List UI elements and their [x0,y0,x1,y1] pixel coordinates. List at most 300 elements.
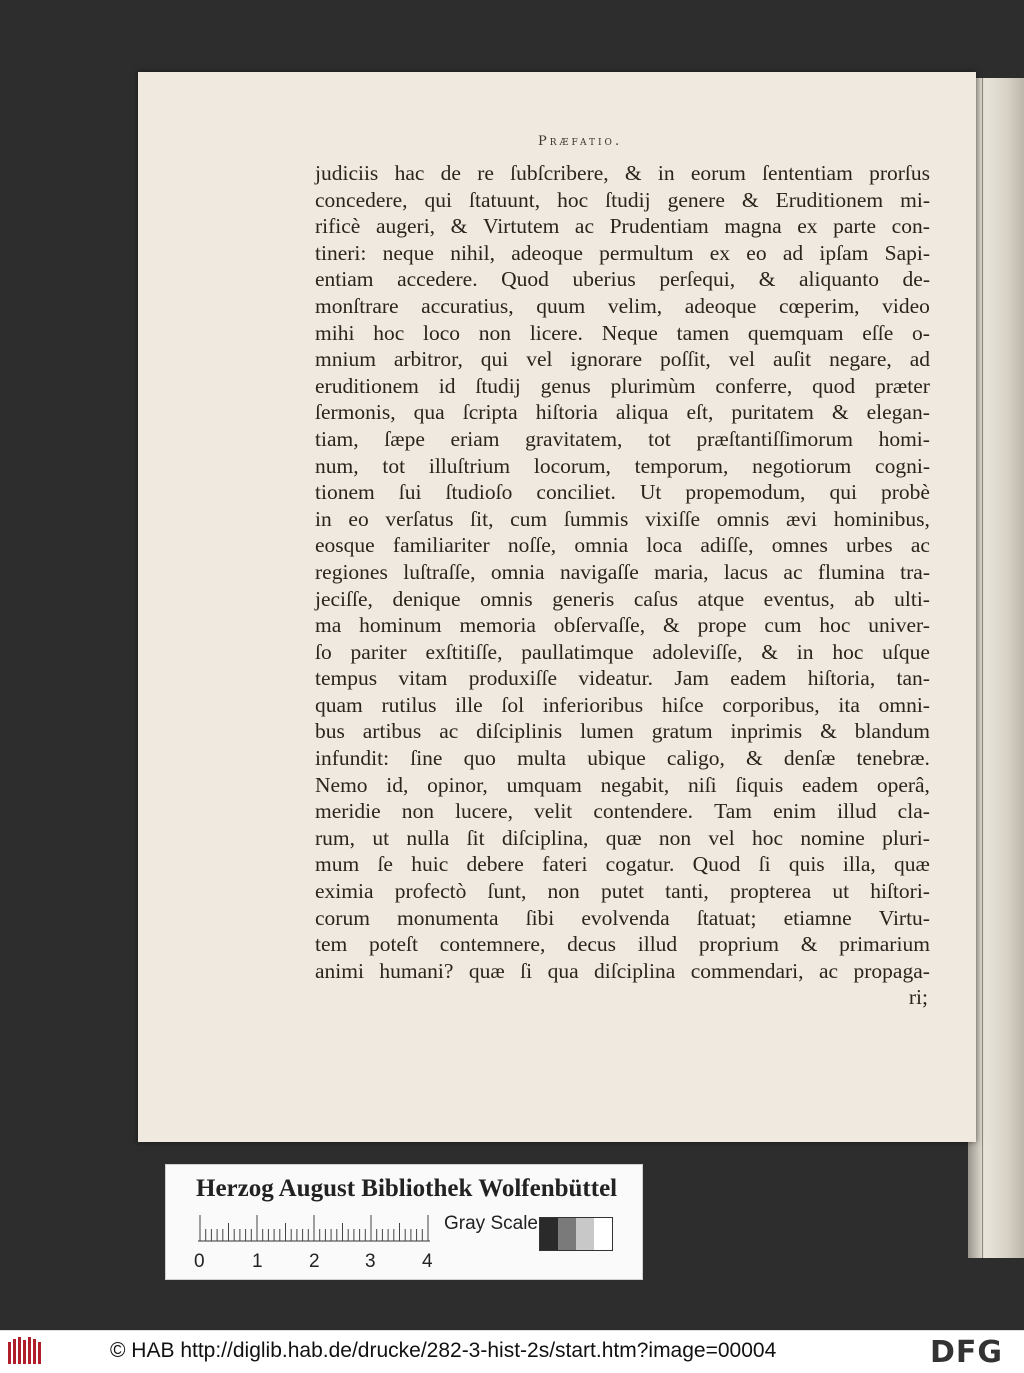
word: hac [394,161,425,185]
word: tamen [676,320,730,345]
word: loco [423,320,461,345]
word: auſit [772,347,812,372]
word: id, [386,772,409,797]
word: denique [392,586,461,611]
word: inprimis [730,719,803,744]
word: illud [637,932,678,957]
word: genus [540,373,591,398]
word: ut [372,825,390,850]
word: non [658,825,692,850]
word: ſi [758,852,771,877]
word: Jam [674,666,709,691]
word: operâ, [876,772,930,797]
word: eadem [801,772,859,797]
word: omnia [574,533,629,558]
word: qui [424,187,452,212]
word: ac [439,719,459,744]
word: denſæ [783,746,836,771]
text-line [315,931,930,958]
word: arbitror, [393,347,463,372]
text-line [315,399,930,426]
word: tem [315,932,348,957]
word: ſtudij [475,373,521,398]
word: omnis [480,586,533,611]
word: fateri [542,852,588,877]
word: hiſtoria [535,400,598,425]
word: illa, [842,852,876,877]
text-line [315,639,930,666]
word: negotiorum [752,453,852,478]
word: eadem [730,666,787,691]
word: caſus [633,586,679,611]
gray-swatch [540,1218,558,1250]
word: cogatur. [605,852,675,877]
text-line [315,320,930,347]
word: prorſus [869,161,930,185]
word: augeri, [375,214,436,239]
word: adeoque [684,293,757,318]
word: ſummis [563,506,629,531]
color-bar-card [165,1164,643,1280]
ruler-number: 2 [309,1251,320,1272]
word: & [624,161,642,185]
word: regiones [315,559,388,584]
word: quæ [894,852,930,877]
word: quo [463,746,496,771]
word: eo [746,240,767,265]
word: in [657,161,675,185]
text-line [315,293,930,320]
word: eſt, [686,400,714,425]
word: aliquanto [798,267,879,292]
text-line [315,798,930,825]
word: hominibus, [833,506,930,531]
word: tempus [315,666,378,691]
word: con- [891,214,930,239]
word: eriam [450,426,500,451]
word: corum [315,905,370,930]
text-line [315,586,930,613]
word: inferioribus [542,692,644,717]
word: & [662,613,680,638]
word: univer- [868,613,930,638]
word: hiſtori- [870,879,930,904]
word: eo [348,506,369,531]
word: caligo, [666,746,725,771]
word: infundit: [315,746,390,771]
word: monſtrare [315,293,399,318]
word: meridie [315,799,381,824]
word: vitam [398,666,448,691]
dfg-logo: DFG [930,1335,1004,1370]
word: cla- [897,799,930,824]
word: quam [315,692,363,717]
word: & [831,400,849,425]
word: negabit, [600,772,670,797]
word: permultum [599,240,694,265]
word: tiam, [315,426,359,451]
word: videatur. [578,666,654,691]
text-line [315,878,930,905]
text-line [315,718,930,745]
ruler-number: 1 [252,1251,263,1272]
word: velim, [607,293,663,318]
word: animi [315,958,364,983]
text-block [315,160,930,1010]
word: Quod [501,267,549,292]
word: ſermonis, [315,400,396,425]
text-line [315,426,930,453]
word: hoc [752,825,784,850]
word: propterea [729,879,812,904]
word: ſit [466,825,485,850]
word: hoc [373,320,405,345]
word: hoc [819,613,851,638]
word: mum [315,852,360,877]
word: & [800,932,818,957]
ruler-number: 0 [194,1251,205,1272]
word: flumina [817,559,885,584]
word: eſſe [862,320,894,345]
word: re [477,161,494,185]
word: umquam [506,772,582,797]
word: de [440,161,461,185]
word: ac [818,958,839,983]
word: atque [697,586,745,611]
gray-swatch [594,1218,612,1250]
word: ſcripta [462,400,518,425]
word: ſunt, [487,879,527,904]
word: rificè [315,214,361,239]
word: etiamne [783,905,852,930]
word: temporum, [634,453,729,478]
word: & [741,187,759,212]
text-line [315,772,930,799]
word: tionem [315,480,375,505]
word: omnis [716,506,770,531]
word: Nemo [315,772,368,797]
copyright-url[interactable]: © HAB http://diglib.hab.de/drucke/282-3-hist-2s/start.htm?image=00004 [110,1339,777,1362]
word: omnes [771,533,828,558]
word: eruditionem [315,373,419,398]
word: omnia [490,559,545,584]
text-line [315,825,930,852]
word: enim [773,799,817,824]
word: Quod [692,852,741,877]
word: primarium [839,932,930,957]
word: accuratius, [421,293,514,318]
word: gravitatem, [525,426,623,451]
word: tanti, [665,879,709,904]
word: Virtutem [482,214,560,239]
word: cum [510,506,548,531]
word: ac [910,533,930,558]
word: non [401,799,434,824]
word: probè [880,480,930,505]
word: ex [709,240,731,265]
text-line [315,160,930,187]
word: adiſſe, [700,533,754,558]
word: maria, [654,559,709,584]
word: ita [838,692,860,717]
word: opinor, [427,772,488,797]
word: ſine [410,746,443,771]
word: ſol [501,692,525,717]
ruler-number: 4 [422,1251,433,1272]
word: verſatus [385,506,454,531]
word: quum [536,293,586,318]
word: parte [833,214,877,239]
word: cœperim, [778,293,860,318]
word: tan- [896,666,930,691]
word: non [547,879,580,904]
word: corporibus, [722,692,820,717]
text-line [315,266,930,293]
word: bus [315,719,345,744]
text-line [315,240,930,267]
word: pluri- [882,825,930,850]
word: quemquam [747,320,844,345]
word: gratum [651,719,713,744]
word: Virtu- [878,905,930,930]
text-line [315,506,930,533]
word: propaga- [853,958,930,983]
word: blandum [854,719,930,744]
word: conciliet. [536,480,616,505]
word: perſequi, [659,267,736,292]
word: ex [797,214,818,239]
word: rum, [315,825,356,850]
word: poſſit, [660,347,711,372]
word: ſibi [525,905,555,930]
word: licere. [529,320,583,345]
word: proprium [698,932,779,957]
word: memoria [459,613,536,638]
gray-swatch [576,1218,594,1250]
text-line [315,745,930,772]
hab-logo-icon [6,1336,46,1368]
text-line [315,958,930,985]
word: humani? [379,958,454,983]
word: ma [315,613,342,638]
word: mnium [315,347,376,372]
text-line [315,851,930,878]
word: illud [837,799,877,824]
word: obſervaſſe, [553,613,646,638]
word: familiariter [392,533,490,558]
word: loca [646,533,683,558]
word: decus [567,932,617,957]
word: omni- [878,692,930,717]
word: commendari, [690,958,804,983]
word: aliqua [615,400,669,425]
word: niſi [687,772,717,797]
word: ab [854,586,875,611]
word: accedere. [397,267,478,292]
word: eximia [315,879,374,904]
word: Prudentiam [609,214,709,239]
word: artibus [362,719,422,744]
word: in [315,506,332,531]
text-line [315,213,930,240]
word: præſtantiſſimorum [696,426,853,451]
word: urbes [846,533,893,558]
word: o- [912,320,930,345]
word: tra- [900,559,930,584]
text-line [315,532,930,559]
word: adeoque [511,240,583,265]
word: judiciis [315,161,379,185]
word: neque [382,240,434,265]
word: eventus, [763,586,835,611]
word: ac [783,559,803,584]
word: vel [728,347,755,372]
word: cogni- [875,453,930,478]
word: contendere. [593,799,694,824]
word: hoc [557,187,589,212]
word: quæ [605,825,642,850]
word: ſit, [470,506,494,531]
word: cum [764,613,802,638]
text-line [315,373,930,400]
word: ſe [377,852,393,877]
word: lumen [580,719,634,744]
word: illuſtrium [428,453,511,478]
word: magna [724,214,782,239]
text-line [315,479,930,506]
word: uberius [572,267,636,292]
text-line [315,692,930,719]
word: ſo [315,639,332,664]
word: profectò [394,879,467,904]
word: ſiquis [735,772,784,797]
word: video [882,293,930,318]
word: ad [782,240,804,265]
word: ignorare [570,347,643,372]
ruler-number: 3 [365,1251,376,1272]
word: eosque [315,533,375,558]
word: Tam [714,799,753,824]
word: & [761,639,778,664]
word: produxiſſe [468,666,558,691]
word: generis [552,586,615,611]
word: elegan- [866,400,930,425]
word: nomine [800,825,865,850]
word: nihil, [450,240,495,265]
word: diſciplina [594,958,676,983]
word: locorum, [533,453,611,478]
word: jeciſſe, [315,586,373,611]
word: putet [600,879,644,904]
word: ille [455,692,483,717]
word: vel [708,825,735,850]
word: nulla [406,825,450,850]
word: homi- [878,426,930,451]
word: qui [480,347,509,372]
ruler-scale [198,1213,438,1243]
page-header: Præfatio. [538,134,623,149]
word: ſui [398,480,422,505]
word: poteſt [368,932,418,957]
word: diſciplina, [501,825,589,850]
word: ipſam [819,240,869,265]
word: vel [526,347,553,372]
word: vixiſſe [645,506,700,531]
word: ac [574,214,594,239]
word: de- [902,267,930,292]
word: quis [788,852,825,877]
word: in [796,639,814,664]
word: genere [667,187,725,212]
word: quod [812,373,856,398]
word: & [746,746,763,771]
word: monumenta [397,905,499,930]
word: ubique [587,746,646,771]
text-line [315,453,930,480]
word: lacus [723,559,769,584]
word: prope [697,613,747,638]
word: uſque [882,639,930,664]
word: luſtraſſe, [403,559,476,584]
footer-bar [0,1330,1024,1373]
facing-page-edge [968,78,1024,1258]
word: pariter [350,639,407,664]
gray-swatch [558,1218,576,1250]
gray-scale-swatches [539,1217,613,1251]
word: ſæpe [384,426,425,451]
word: id [438,373,456,398]
word: plurimùm [610,373,696,398]
word: hominum [359,613,442,638]
word: tot [648,426,671,451]
text-line [315,559,930,586]
word: puritatem [731,400,814,425]
word: qua [413,400,445,425]
word: ad [909,347,930,372]
text-line [315,187,930,214]
word: rutilus [381,692,437,717]
gray-scale-label: Gray Scale [444,1213,538,1234]
word: ulti- [894,586,930,611]
word: hiſce [661,692,704,717]
word: velit [534,799,573,824]
word: noſſe, [507,533,557,558]
word: Sapi- [884,240,930,265]
word: quæ [468,958,505,983]
word: ſubſcribere, [510,161,609,185]
word: mi- [900,187,930,212]
word: hiſtoria, [807,666,876,691]
word: eorum [690,161,746,185]
word: propemodum, [685,480,806,505]
word: concedere, [315,187,408,212]
library-name: Herzog August Bibliothek Wolfenbüttel [196,1175,618,1202]
word: non [478,320,512,345]
word: huic [411,852,449,877]
catchword: ri; [908,985,928,1010]
word: entiam [315,267,374,292]
word: ſi [520,958,533,983]
word: conferre, [715,373,793,398]
text-line [315,346,930,373]
word: qua [547,958,579,983]
word: ævi [785,506,818,531]
word: paullatimque [521,639,634,664]
word: tot [382,453,406,478]
word: ſtatuunt, [469,187,541,212]
word: tineri: [315,240,367,265]
word: præter [875,373,930,398]
